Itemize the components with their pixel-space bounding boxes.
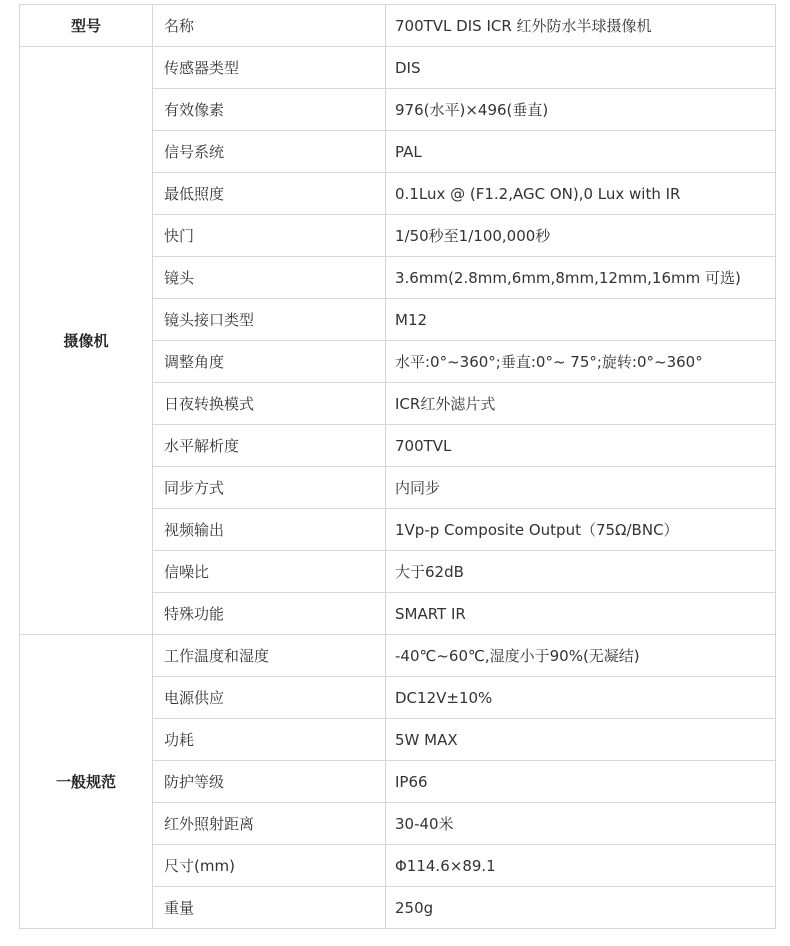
spec-name: 传感器类型	[153, 47, 386, 89]
spec-name: 工作温度和湿度	[153, 635, 386, 677]
spec-value: 3.6mm(2.8mm,6mm,8mm,12mm,16mm 可选)	[386, 257, 776, 299]
spec-value: DIS	[386, 47, 776, 89]
spec-name: 名称	[153, 5, 386, 47]
spec-value: 700TVL DIS ICR 红外防水半球摄像机	[386, 5, 776, 47]
spec-value: 大于62dB	[386, 551, 776, 593]
spec-name: 功耗	[153, 719, 386, 761]
spec-name: 红外照射距离	[153, 803, 386, 845]
spec-value: 700TVL	[386, 425, 776, 467]
spec-name: 信噪比	[153, 551, 386, 593]
spec-name: 尺寸(mm)	[153, 845, 386, 887]
spec-name: 镜头接口类型	[153, 299, 386, 341]
spec-name: 视频输出	[153, 509, 386, 551]
spec-value: 250g	[386, 887, 776, 929]
spec-value: 30-40米	[386, 803, 776, 845]
spec-name: 日夜转换模式	[153, 383, 386, 425]
group-label-model: 型号	[20, 5, 153, 47]
spec-table	[19, 4, 776, 929]
spec-name: 最低照度	[153, 173, 386, 215]
spec-value: 5W MAX	[386, 719, 776, 761]
group-label: 摄像机	[20, 47, 153, 635]
spec-value: 0.1Lux @ (F1.2,AGC ON),0 Lux with IR	[386, 173, 776, 215]
spec-name: 镜头	[153, 257, 386, 299]
spec-value: IP66	[386, 761, 776, 803]
group-label: 一般规范	[20, 635, 153, 929]
spec-value: 1/50秒至1/100,000秒	[386, 215, 776, 257]
spec-name: 电源供应	[153, 677, 386, 719]
spec-value: PAL	[386, 131, 776, 173]
spec-value: -40℃~60℃,湿度小于90%(无凝结)	[386, 635, 776, 677]
spec-name: 调整角度	[153, 341, 386, 383]
spec-value: 976(水平)×496(垂直)	[386, 89, 776, 131]
table-row	[20, 47, 776, 89]
spec-value: Φ114.6×89.1	[386, 845, 776, 887]
spec-name: 特殊功能	[153, 593, 386, 635]
spec-value: 内同步	[386, 467, 776, 509]
spec-table-body	[20, 5, 776, 929]
spec-name: 防护等级	[153, 761, 386, 803]
spec-value: 1Vp-p Composite Output（75Ω/BNC）	[386, 509, 776, 551]
spec-name: 重量	[153, 887, 386, 929]
spec-value: DC12V±10%	[386, 677, 776, 719]
table-row	[20, 5, 776, 47]
spec-value: M12	[386, 299, 776, 341]
spec-name: 水平解析度	[153, 425, 386, 467]
spec-value: 水平:0°~360°;垂直:0°~ 75°;旋转:0°~360°	[386, 341, 776, 383]
spec-value: ICR红外滤片式	[386, 383, 776, 425]
table-row	[20, 635, 776, 677]
spec-name: 有效像素	[153, 89, 386, 131]
spec-name: 信号系统	[153, 131, 386, 173]
spec-value: SMART IR	[386, 593, 776, 635]
spec-name: 同步方式	[153, 467, 386, 509]
spec-name: 快门	[153, 215, 386, 257]
